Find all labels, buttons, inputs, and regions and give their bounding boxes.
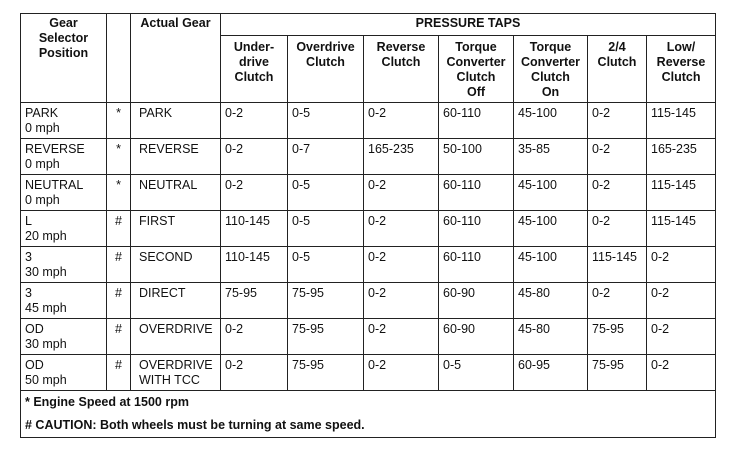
table-row <box>21 103 716 139</box>
cell-actual-gear: FIRST <box>131 211 221 247</box>
cell-overdrive-clutch: 0-5 <box>288 175 364 211</box>
footnote-row-caution <box>21 414 716 438</box>
cell-selector-position: OD 50 mph <box>21 355 107 391</box>
pressure-test-table-container <box>20 13 715 438</box>
cell-tcc-on: 60-95 <box>514 355 588 391</box>
table-row <box>21 283 716 319</box>
cell-selector-position: OD 30 mph <box>21 319 107 355</box>
cell-2-4-clutch: 75-95 <box>588 355 647 391</box>
cell-mark: # <box>107 355 131 391</box>
cell-tcc-off: 50-100 <box>439 139 514 175</box>
cell-mark: # <box>107 319 131 355</box>
cell-reverse-clutch: 0-2 <box>364 175 439 211</box>
cell-actual-gear: NEUTRAL <box>131 175 221 211</box>
header-tcc-on: Torque Converter Clutch On <box>514 36 588 103</box>
header-2-4-clutch: 2/4 Clutch <box>588 36 647 103</box>
cell-2-4-clutch: 75-95 <box>588 319 647 355</box>
cell-low-reverse-clutch: 115-145 <box>647 175 716 211</box>
cell-actual-gear: OVERDRIVE <box>131 319 221 355</box>
cell-underdrive-clutch: 110-145 <box>221 247 288 283</box>
cell-actual-gear: REVERSE <box>131 139 221 175</box>
cell-overdrive-clutch: 0-7 <box>288 139 364 175</box>
header-mark-column <box>107 14 131 103</box>
pressure-test-table <box>20 13 716 438</box>
cell-reverse-clutch: 0-2 <box>364 319 439 355</box>
cell-selector-position: 3 30 mph <box>21 247 107 283</box>
header-actual-gear: Actual Gear <box>131 14 221 103</box>
cell-reverse-clutch: 165-235 <box>364 139 439 175</box>
table-row <box>21 175 716 211</box>
table-row <box>21 139 716 175</box>
cell-tcc-on: 35-85 <box>514 139 588 175</box>
cell-underdrive-clutch: 75-95 <box>221 283 288 319</box>
cell-selector-position: PARK 0 mph <box>21 103 107 139</box>
cell-underdrive-clutch: 0-2 <box>221 175 288 211</box>
cell-reverse-clutch: 0-2 <box>364 247 439 283</box>
cell-low-reverse-clutch: 115-145 <box>647 103 716 139</box>
cell-underdrive-clutch: 0-2 <box>221 139 288 175</box>
cell-tcc-on: 45-100 <box>514 211 588 247</box>
cell-tcc-off: 60-90 <box>439 283 514 319</box>
cell-actual-gear: SECOND <box>131 247 221 283</box>
cell-actual-gear: OVERDRIVE WITH TCC <box>131 355 221 391</box>
header-reverse-clutch: Reverse Clutch <box>364 36 439 103</box>
cell-2-4-clutch: 0-2 <box>588 139 647 175</box>
cell-tcc-off: 60-110 <box>439 247 514 283</box>
cell-tcc-off: 60-110 <box>439 211 514 247</box>
cell-low-reverse-clutch: 165-235 <box>647 139 716 175</box>
cell-low-reverse-clutch: 0-2 <box>647 247 716 283</box>
table-row <box>21 319 716 355</box>
cell-tcc-off: 60-110 <box>439 175 514 211</box>
cell-2-4-clutch: 0-2 <box>588 175 647 211</box>
cell-2-4-clutch: 0-2 <box>588 283 647 319</box>
table-body <box>21 103 716 391</box>
cell-overdrive-clutch: 75-95 <box>288 319 364 355</box>
cell-reverse-clutch: 0-2 <box>364 355 439 391</box>
cell-selector-position: L 20 mph <box>21 211 107 247</box>
cell-low-reverse-clutch: 0-2 <box>647 283 716 319</box>
cell-reverse-clutch: 0-2 <box>364 283 439 319</box>
cell-tcc-on: 45-80 <box>514 283 588 319</box>
cell-actual-gear: DIRECT <box>131 283 221 319</box>
cell-tcc-off: 60-110 <box>439 103 514 139</box>
cell-underdrive-clutch: 110-145 <box>221 211 288 247</box>
cell-tcc-off: 60-90 <box>439 319 514 355</box>
footnote-engine-speed: * Engine Speed at 1500 rpm <box>21 391 716 415</box>
cell-tcc-on: 45-100 <box>514 247 588 283</box>
cell-mark: # <box>107 247 131 283</box>
header-tcc-off: Torque Converter Clutch Off <box>439 36 514 103</box>
cell-underdrive-clutch: 0-2 <box>221 103 288 139</box>
cell-overdrive-clutch: 0-5 <box>288 211 364 247</box>
footnote-row-engine-speed <box>21 391 716 415</box>
cell-low-reverse-clutch: 115-145 <box>647 211 716 247</box>
cell-mark: # <box>107 211 131 247</box>
cell-low-reverse-clutch: 0-2 <box>647 355 716 391</box>
cell-mark: * <box>107 103 131 139</box>
header-row-main <box>21 14 716 36</box>
cell-low-reverse-clutch: 0-2 <box>647 319 716 355</box>
header-gear-selector-position: Gear Selector Position <box>21 14 107 103</box>
table-row <box>21 211 716 247</box>
header-overdrive-clutch: Overdrive Clutch <box>288 36 364 103</box>
cell-selector-position: REVERSE 0 mph <box>21 139 107 175</box>
cell-tcc-on: 45-100 <box>514 175 588 211</box>
cell-reverse-clutch: 0-2 <box>364 103 439 139</box>
cell-mark: * <box>107 139 131 175</box>
cell-underdrive-clutch: 0-2 <box>221 319 288 355</box>
cell-tcc-off: 0-5 <box>439 355 514 391</box>
cell-underdrive-clutch: 0-2 <box>221 355 288 391</box>
cell-tcc-on: 45-100 <box>514 103 588 139</box>
cell-selector-position: 3 45 mph <box>21 283 107 319</box>
cell-2-4-clutch: 115-145 <box>588 247 647 283</box>
footnote-caution: # CAUTION: Both wheels must be turning at same speed. <box>21 414 716 438</box>
cell-overdrive-clutch: 0-5 <box>288 247 364 283</box>
cell-selector-position: NEUTRAL 0 mph <box>21 175 107 211</box>
cell-actual-gear: PARK <box>131 103 221 139</box>
cell-overdrive-clutch: 75-95 <box>288 283 364 319</box>
cell-reverse-clutch: 0-2 <box>364 211 439 247</box>
cell-2-4-clutch: 0-2 <box>588 211 647 247</box>
cell-overdrive-clutch: 75-95 <box>288 355 364 391</box>
header-underdrive-clutch: Under- drive Clutch <box>221 36 288 103</box>
table-row <box>21 247 716 283</box>
cell-2-4-clutch: 0-2 <box>588 103 647 139</box>
cell-mark: # <box>107 283 131 319</box>
header-low-reverse-clutch: Low/ Reverse Clutch <box>647 36 716 103</box>
header-pressure-taps: PRESSURE TAPS <box>221 14 716 36</box>
cell-overdrive-clutch: 0-5 <box>288 103 364 139</box>
cell-mark: * <box>107 175 131 211</box>
cell-tcc-on: 45-80 <box>514 319 588 355</box>
table-row <box>21 355 716 391</box>
